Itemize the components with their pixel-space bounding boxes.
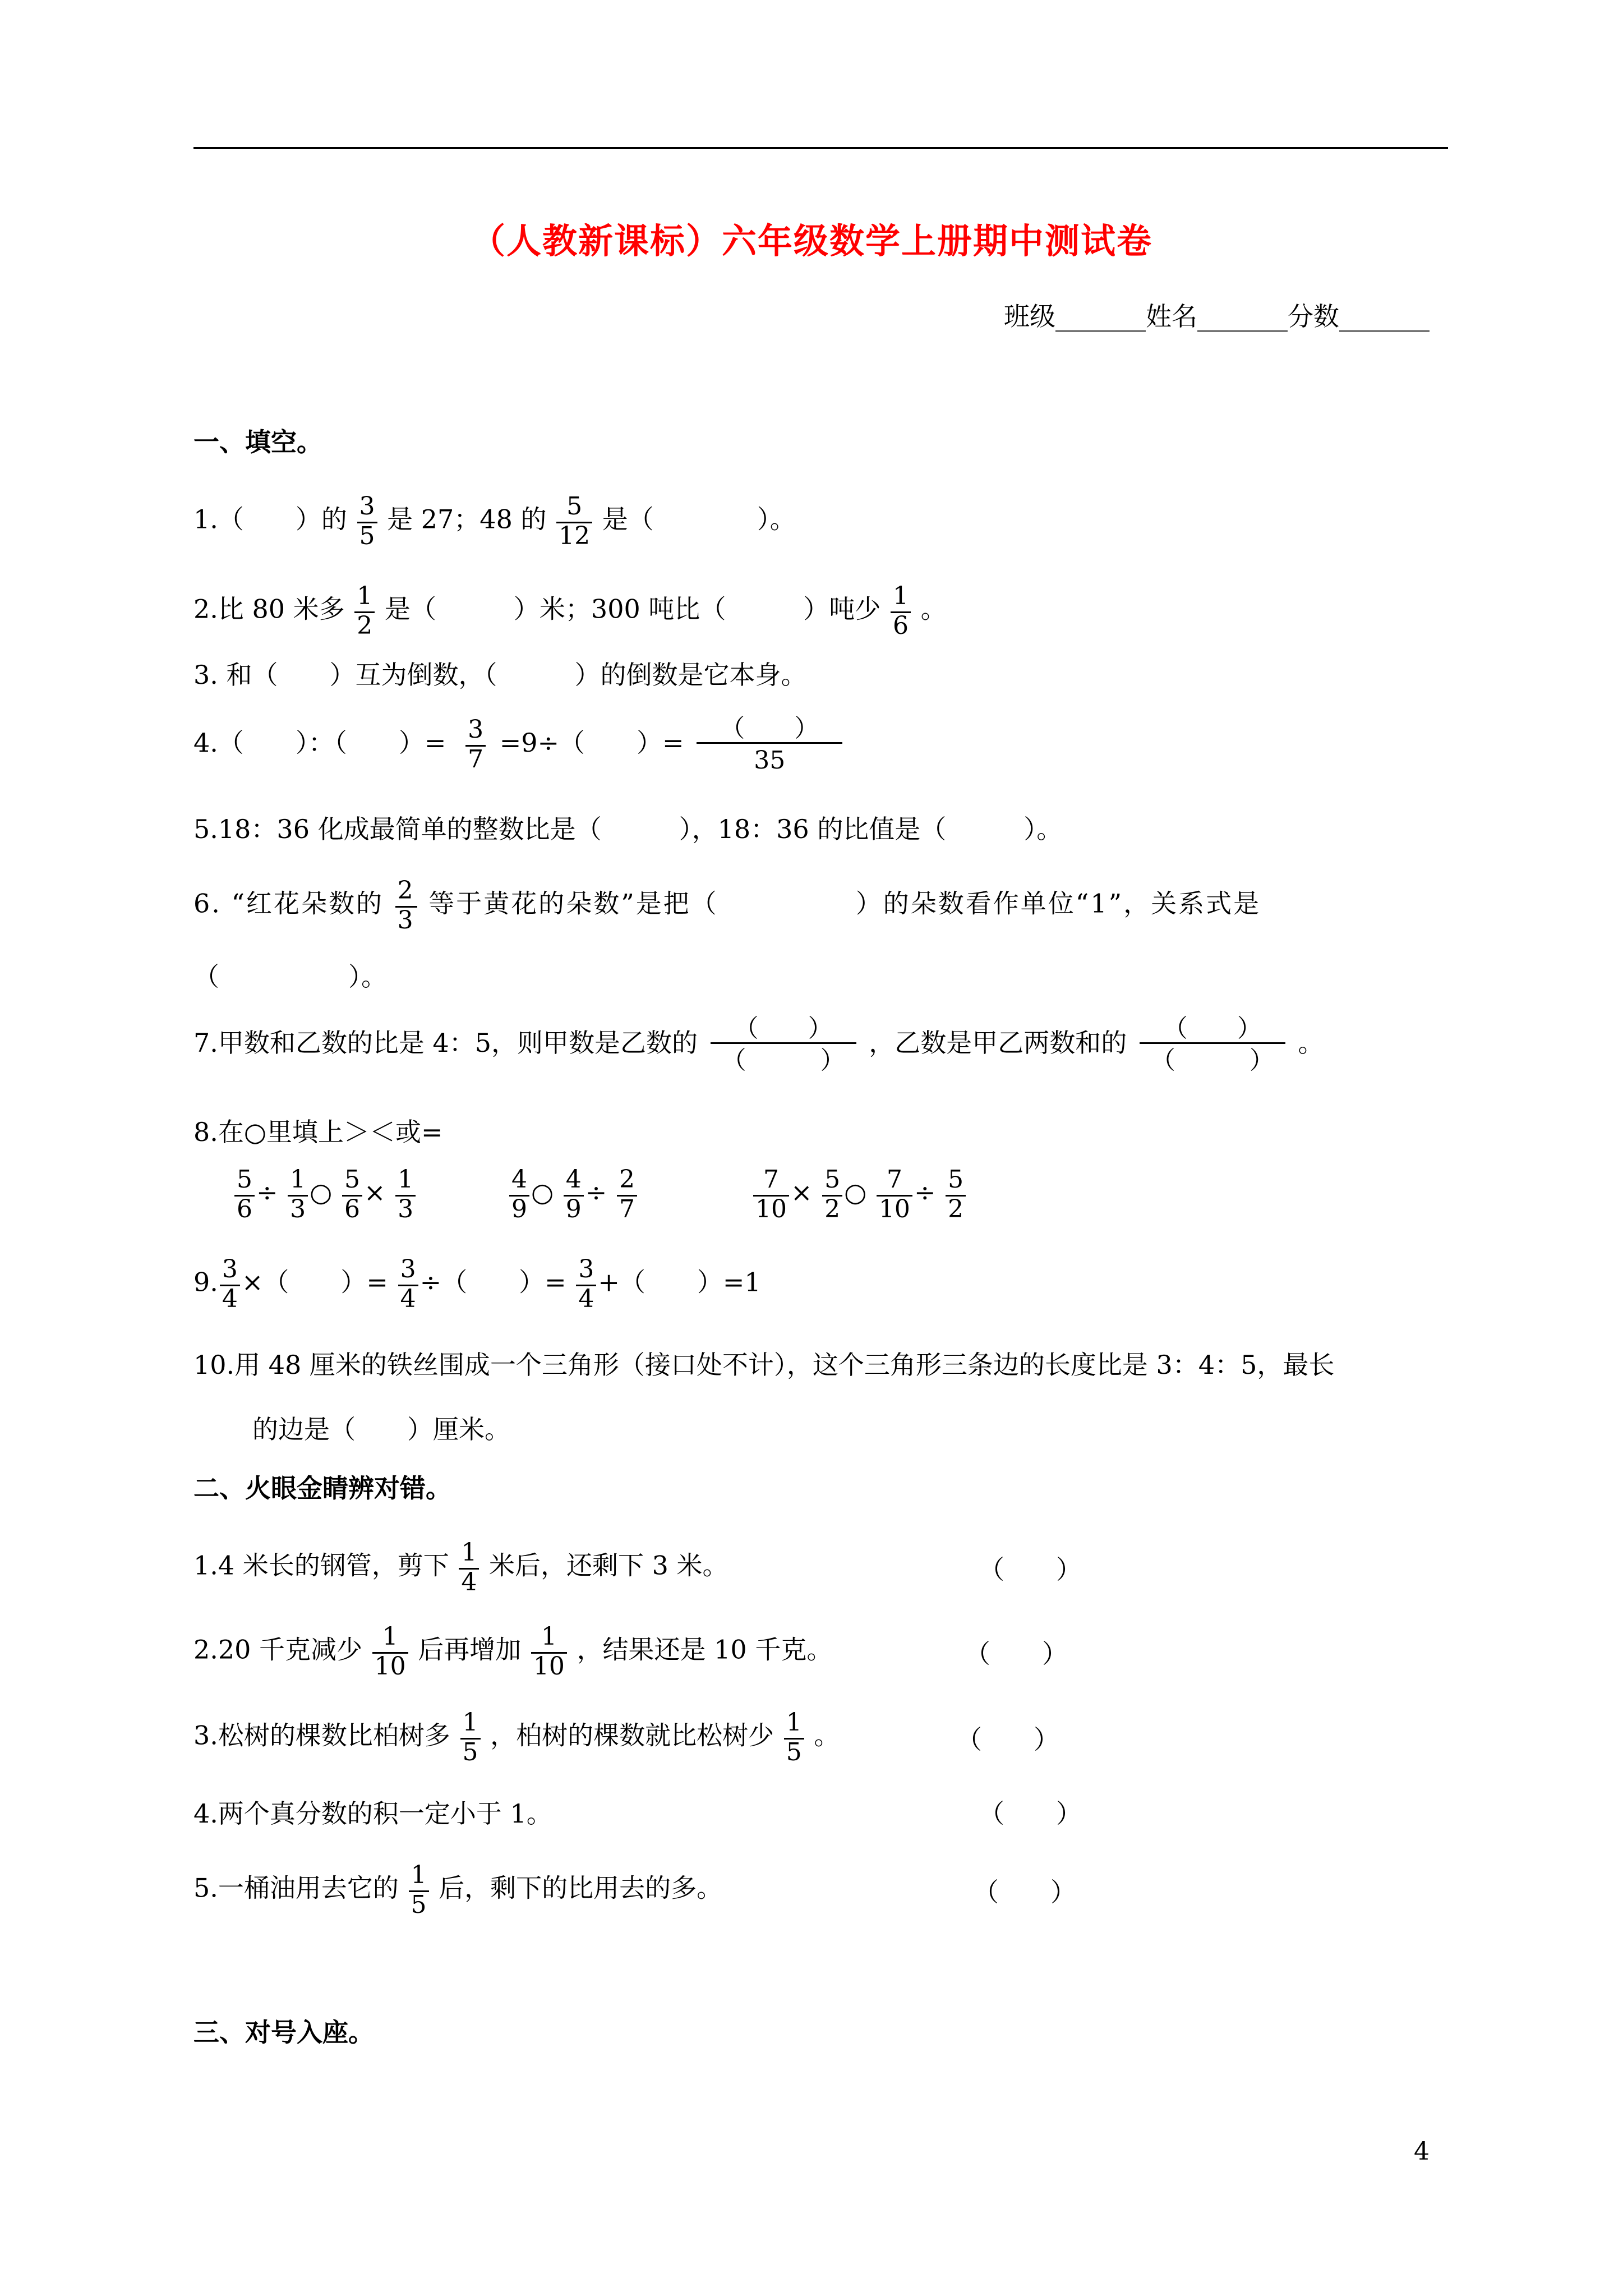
question-6-cont: （ ）。 <box>193 961 387 992</box>
fraction: $\frac{5}{2}$ <box>822 1167 842 1222</box>
question-3: 3. 和（ ）互为倒数，（ ）的倒数是它本身。 <box>193 660 807 690</box>
fraction: $\frac{5}{6}$ <box>234 1167 255 1222</box>
fraction: $\frac{3}{4}$ <box>220 1257 240 1312</box>
tf-question-1: 1.4 米长的钢管，剪下 $\frac{1}{4}$ 米后，还剩下 3 米。 <box>193 1538 728 1597</box>
compare-group-3: $\frac{7}{10}$ × $\frac{5}{2}$ ○ $\frac{7}{10}$ ÷ $\frac{5}{2}$ <box>751 1167 967 1222</box>
tf-question-4: 4.两个真分数的积一定小于 1。 <box>193 1798 552 1829</box>
question-7: 7.甲数和乙数的比是 4：5，则甲数是乙数的 （ ） （ ） ，乙数是甲乙两数和的 （ ） （ ） 。 <box>193 1014 1324 1075</box>
tf-question-2: 2.20 千克减少 $\frac{1}{10}$ 后再增加 $\frac{1}{10}$ ，结果还是 10 千克。 <box>193 1622 833 1681</box>
fraction: $\frac{1}{4}$ <box>459 1540 479 1595</box>
fraction: $\frac{5}{12}$ <box>556 494 592 549</box>
header-rule <box>193 147 1448 149</box>
fraction: $\frac{4}{9}$ <box>509 1167 529 1222</box>
question-4: 4.（ ）：（ ）= $\frac{3}{7}$ =9÷（ ）= （ ） 35 <box>193 715 847 775</box>
fraction: $\frac{1}{5}$ <box>460 1710 481 1765</box>
section-heading-1: 一、填空。 <box>193 427 322 457</box>
question-6: 6. “红花朵数的 $\frac{2}{3}$ 等于黄花的朵数”是把（ ）的朵数看作单位“1”，关系式是 <box>193 876 1261 935</box>
fraction: $\frac{3}{4}$ <box>398 1257 418 1312</box>
tf-answer-3[interactable]: （ ） <box>956 1724 1059 1755</box>
fraction: $\frac{3}{7}$ <box>465 717 486 772</box>
page-number: 4 <box>1414 2137 1430 2166</box>
fraction: $\frac{7}{10}$ <box>753 1167 789 1222</box>
compare-circle[interactable]: ○ <box>844 1177 867 1208</box>
compare-group-2: $\frac{4}{9}$ ○ $\frac{4}{9}$ ÷ $\frac{2}{7}$ <box>508 1167 639 1222</box>
fraction: $\frac{4}{9}$ <box>564 1167 584 1222</box>
student-info-line: 班级_______姓名_______分数_______ <box>1004 301 1430 332</box>
fraction: （ ） 35 <box>697 715 842 775</box>
question-8: 8.在○里填上＞＜或= <box>193 1117 443 1147</box>
tf-question-3: 3.松树的棵数比柏树多 $\frac{1}{5}$ ，柏树的棵数就比松树少 $\frac{1}{5}$ 。 <box>193 1708 840 1767</box>
fraction: （ ） （ ） <box>1140 1015 1285 1075</box>
section-heading-2: 二、火眼金睛辨对错。 <box>193 1473 451 1503</box>
tf-question-5: 5.一桶油用去它的 $\frac{1}{5}$ 后，剩下的比用去的多。 <box>193 1861 723 1920</box>
fraction: $\frac{1}{5}$ <box>784 1710 804 1765</box>
fraction: $\frac{1}{10}$ <box>531 1624 567 1680</box>
question-10: 10.用 48 厘米的铁丝围成一个三角形（接口处不计），这个三角形三条边的长度比是 3：4：5，最长 <box>193 1350 1335 1380</box>
tf-answer-4[interactable]: （ ） <box>979 1798 1082 1829</box>
question-5: 5.18：36 化成最简单的整数比是（ ），18：36 的比值是（ ）。 <box>193 814 1063 844</box>
section-heading-3: 三、对号入座。 <box>193 2017 374 2047</box>
question-9: 9. $\frac{3}{4}$ ×（ ）= $\frac{3}{4}$ ÷（ ）= $\frac{3}{4}$ +（ ）=1 <box>193 1255 761 1314</box>
fraction: （ ） （ ） <box>711 1015 856 1075</box>
question-2: 2.比 80 米多 $\frac{1}{2}$ 是（ ）米；300 吨比（ ）吨少 $\frac{1}{6}$ 。 <box>193 582 947 641</box>
compare-circle[interactable]: ○ <box>531 1177 554 1208</box>
fraction: $\frac{5}{2}$ <box>946 1167 966 1222</box>
question-10-cont: 的边是（ ）厘米。 <box>252 1414 510 1444</box>
fraction: $\frac{1}{2}$ <box>354 583 375 639</box>
fraction: $\frac{1}{10}$ <box>372 1624 408 1680</box>
fraction: $\frac{1}{3}$ <box>288 1167 308 1222</box>
tf-answer-1[interactable]: （ ） <box>979 1554 1082 1585</box>
question-1: 1.（ ）的 $\frac{3}{5}$ 是 27；48 的 $\frac{5}{12}$ 是（ ）。 <box>193 492 796 551</box>
fraction: $\frac{1}{5}$ <box>409 1862 429 1918</box>
fraction: $\frac{1}{3}$ <box>395 1167 416 1222</box>
compare-group-1: $\frac{5}{6}$ ÷ $\frac{1}{3}$ ○ $\frac{5}{6}$ × $\frac{1}{3}$ <box>233 1167 417 1222</box>
fraction: $\frac{1}{6}$ <box>891 583 911 639</box>
tf-answer-2[interactable]: （ ） <box>965 1639 1068 1669</box>
fraction: $\frac{3}{5}$ <box>357 494 377 549</box>
tf-answer-5[interactable]: （ ） <box>973 1877 1076 1907</box>
page-title: （人教新课标）六年级数学上册期中测试卷 <box>470 220 1152 261</box>
fraction: $\frac{7}{10}$ <box>877 1167 912 1222</box>
fraction: $\frac{3}{4}$ <box>576 1257 596 1312</box>
fraction: $\frac{2}{7}$ <box>617 1167 637 1222</box>
fraction: $\frac{2}{3}$ <box>395 878 417 933</box>
compare-circle[interactable]: ○ <box>310 1177 333 1208</box>
fraction: $\frac{5}{6}$ <box>342 1167 362 1222</box>
